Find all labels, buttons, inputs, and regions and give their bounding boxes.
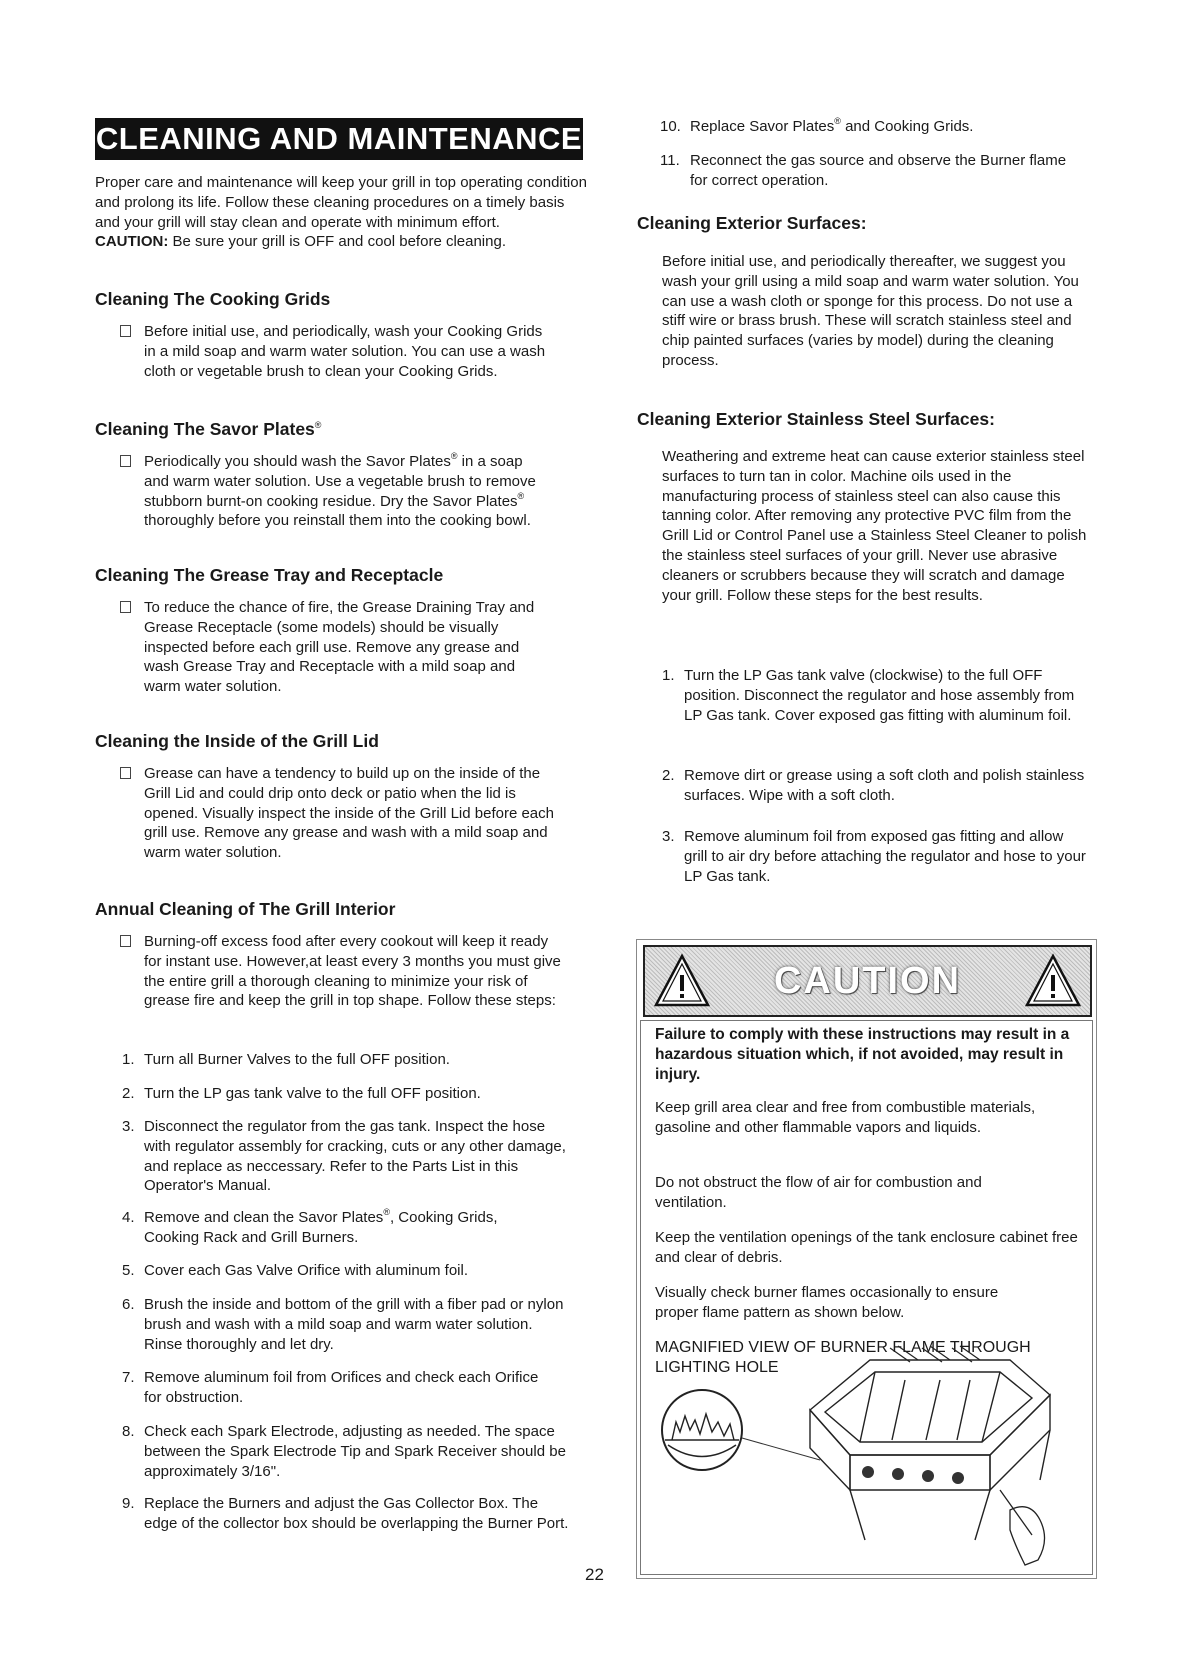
step-text: Disconnect the regulator from the gas tank. Inspect the hose with regulator assembly for cracking, cuts or any other damage, and replace as neccessary. Refer to the Parts List in this Operator's Manual. bbox=[144, 1118, 566, 1195]
step-text-b: , Cooking Grids, Cooking Rack and Grill Burners. bbox=[144, 1209, 498, 1246]
step-number: 8. bbox=[122, 1423, 135, 1440]
heading-grill-lid: Cleaning the Inside of the Grill Lid bbox=[95, 731, 379, 751]
step-text: Replace the Burners and adjust the Gas Collector Box. The edge of the collector box should be overlapping the Burner Port. bbox=[144, 1495, 569, 1532]
savor-plates-text-b: in a soap and warm water solution. Use a vegetable brush to remove stubborn burnt-on cooking residue. Dry the Savor Plates bbox=[144, 453, 536, 510]
heading-savor-plates bbox=[95, 418, 321, 440]
intro bbox=[95, 173, 587, 252]
step-text: Turn the LP gas tank valve to the full OFF position. bbox=[144, 1085, 481, 1102]
step-text: Remove aluminum foil from exposed gas fitting and allow grill to air dry before attaching the regulator and hose to your LP Gas tank. bbox=[684, 828, 1086, 885]
step-text: Turn the LP Gas tank valve (clockwise) to the full OFF position. Disconnect the regulator and hose assembly from LP Gas tank. Cover exposed gas fitting with aluminum foil. bbox=[684, 667, 1075, 724]
step-number: 11. bbox=[660, 152, 680, 169]
caution-title: CAUTION bbox=[773, 960, 962, 1002]
stainless-text: Weathering and extreme heat can cause exterior stainless steel surfaces to turn tan in color. Machine oils used in the manufacturing process of stainless steel can also cause this tanning color. After removing any protective PVC film from the Grill Lid or Control Panel use a Stainless Steel Cleaner to polish the stainless steel surfaces of your grill. Never use abrasive cleaners or scrubbers because they will scratch and damage your grill. Follow these steps for the best results. bbox=[662, 448, 1087, 604]
step-number: 1. bbox=[122, 1051, 135, 1068]
caution-paragraph: Visually check burner flames occasionally to ensure proper flame pattern as shown below. bbox=[655, 1284, 999, 1321]
step-text: Check each Spark Electrode, adjusting as needed. The space between the Spark Electrode Tip and Spark Receiver should be approximately 3/16". bbox=[144, 1423, 566, 1480]
registered-mark: ® bbox=[314, 420, 322, 430]
step-number: 1. bbox=[662, 667, 675, 684]
step-text: Brush the inside and bottom of the grill with a fiber pad or nylon brush and wash with a mild soap and warm water solution. Rinse thoroughly and let dry. bbox=[144, 1296, 564, 1353]
step-text-a: Replace Savor Plates bbox=[690, 118, 835, 135]
step-text-a: Remove and clean the Savor Plates bbox=[144, 1209, 384, 1226]
heading-cooking-grids: Cleaning The Cooking Grids bbox=[95, 289, 331, 309]
caution-paragraph: Keep the ventilation openings of the tank enclosure cabinet free and clear of debris. bbox=[655, 1229, 1078, 1266]
warning-triangle-icon bbox=[1024, 953, 1082, 1009]
exterior-text: Before initial use, and periodically thereafter, we suggest you wash your grill using a mild soap and warm water solution. You can use a wash cloth or sponge for this process. Do not use a stiff wire or brass brush. These will scratch stainless steel and chip painted surfaces (varies by model) during the cleaning process. bbox=[662, 253, 1079, 369]
grill-burner-illustration bbox=[660, 1340, 1090, 1570]
checkbox-icon bbox=[120, 767, 131, 779]
step-number: 4. bbox=[122, 1209, 135, 1226]
step-text: Remove dirt or grease using a soft cloth and polish stainless surfaces. Wipe with a soft cloth. bbox=[684, 767, 1085, 804]
step-text: Remove aluminum foil from Orifices and check each Orifice for obstruction. bbox=[144, 1369, 539, 1406]
step-number: 2. bbox=[662, 767, 675, 784]
step-text: Reconnect the gas source and observe the Burner flame for correct operation. bbox=[690, 152, 1067, 189]
savor-plates-text-c: thoroughly before you reinstall them into the cooking bowl. bbox=[144, 512, 531, 530]
caution-warning: Failure to comply with these instructions may result in a hazardous situation which, if not avoided, may result in injury. bbox=[655, 1026, 1070, 1083]
registered-mark: ® bbox=[450, 451, 458, 461]
page-title: CLEANING AND MAINTENANCE bbox=[95, 118, 583, 160]
checkbox-icon bbox=[120, 935, 131, 947]
step-number: 3. bbox=[662, 828, 675, 845]
step-number: 5. bbox=[122, 1262, 135, 1279]
caution-paragraph: Keep grill area clear and free from combustible materials, gasoline and other flammable vapors and liquids. bbox=[655, 1099, 1036, 1136]
step-number: 10. bbox=[660, 118, 681, 135]
heading-exterior-surfaces: Cleaning Exterior Surfaces: bbox=[637, 213, 867, 233]
intro-caution bbox=[95, 232, 587, 252]
step-text bbox=[690, 117, 1090, 137]
heading-stainless-surfaces: Cleaning Exterior Stainless Steel Surfaces: bbox=[637, 409, 995, 429]
intro-text: Proper care and maintenance will keep your grill in top operating condition and prolong its life. Follow these cleaning procedures on a timely basis and your grill will stay clean and operate with minimum effort. bbox=[95, 174, 587, 231]
step-number: 9. bbox=[122, 1495, 135, 1512]
figure-caption: MAGNIFIED VIEW OF BURNER FLAME THROUGH LIGHTING HOLE bbox=[655, 1339, 1031, 1376]
savor-plates-text bbox=[144, 452, 549, 531]
step-text: Cover each Gas Valve Orifice with aluminum foil. bbox=[144, 1262, 469, 1279]
step-number: 3. bbox=[122, 1118, 135, 1135]
registered-mark: ® bbox=[383, 1207, 390, 1217]
registered-mark: ® bbox=[834, 116, 841, 126]
caution-header bbox=[643, 945, 1092, 1017]
caution-label: CAUTION: bbox=[95, 233, 169, 251]
heading-annual-cleaning: Annual Cleaning of The Grill Interior bbox=[95, 899, 396, 919]
step-text-b: and Cooking Grids. bbox=[845, 118, 974, 135]
checkbox-icon bbox=[120, 325, 131, 337]
heading-savor-plates-text: Cleaning The Savor Plates bbox=[95, 419, 315, 439]
step-number: 6. bbox=[122, 1296, 135, 1313]
registered-mark: ® bbox=[517, 490, 525, 501]
page-number: 22 bbox=[585, 1565, 604, 1584]
cooking-grids-text: Before initial use, and periodically, wash your Cooking Grids in a mild soap and warm water solution. You can use a wash cloth or vegetable brush to clean your Cooking Grids. bbox=[144, 323, 546, 380]
savor-plates-text-a: Periodically you should wash the Savor Plates bbox=[144, 453, 451, 470]
step-text: Turn all Burner Valves to the full OFF position. bbox=[144, 1051, 450, 1068]
grease-tray-text: To reduce the chance of fire, the Grease Draining Tray and Grease Receptacle (some models) should be visually inspected before each grill use. Remove any grease and wash Grease Tray and Receptacle with a mild soap and warm water solution. bbox=[144, 599, 535, 696]
grill-lid-text: Grease can have a tendency to build up on the inside of the Grill Lid and could drip onto deck or patio when the lid is opened. Visually inspect the inside of the Grill Lid before each grill use. Remove any grease and wash with a mild soap and warm water solution. bbox=[144, 765, 554, 862]
caution-paragraph: Do not obstruct the flow of air for combustion and ventilation. bbox=[655, 1174, 982, 1211]
checkbox-icon bbox=[120, 601, 131, 613]
checkbox-icon bbox=[120, 455, 131, 467]
step-number: 7. bbox=[122, 1369, 135, 1386]
caution-text: Be sure your grill is OFF and cool before cleaning. bbox=[172, 233, 506, 251]
heading-grease-tray: Cleaning The Grease Tray and Receptacle bbox=[95, 565, 444, 585]
step-number: 2. bbox=[122, 1085, 135, 1102]
annual-text: Burning-off excess food after every cookout will keep it ready for instant use. However,at least every 3 months you must give the entire grill a thorough cleaning to minimize your risk of grease fire and keep the grill in top shape. Follow these steps: bbox=[144, 933, 561, 1010]
step-text bbox=[144, 1208, 534, 1248]
